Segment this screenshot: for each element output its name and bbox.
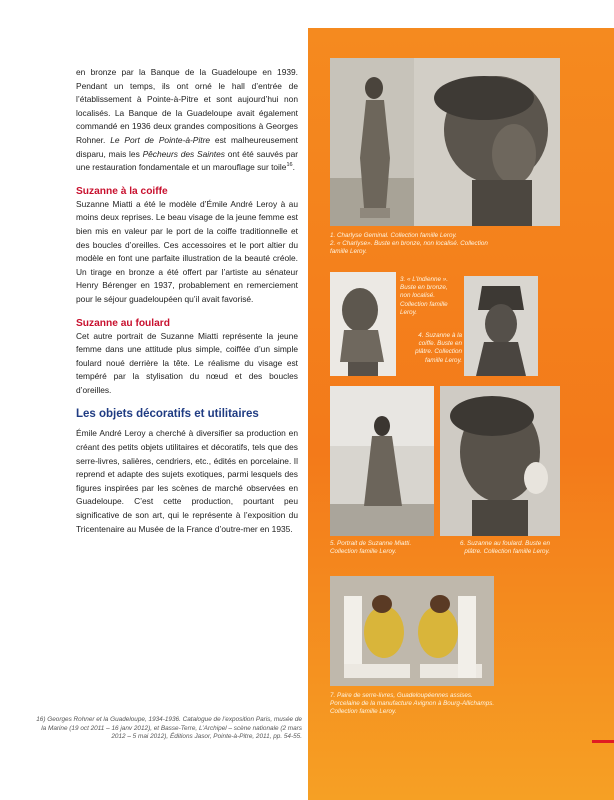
section-text-suzanne-coiffe: Suzanne Miatti a été le modèle d’Émile André Leroy à au moins deux reprises. Le beau visage de la jeune femme est bien mis en valeur par le port de la coiffe traditionnelle et des boucles d’oreilles. Ces accessoires et le port altier du modèle en font une parfaite illustration de la beauté créole. Un tirage en bronze a été offert par l’artiste au sénateur Henry Bérenger en 1937, probablement en remerciement pour le séjour guadeloupéen qu’il avait favorisé. bbox=[76, 198, 298, 304]
top-white-stripe bbox=[308, 0, 614, 28]
text-column bbox=[76, 66, 298, 546]
caption-photo-7: 7. Paire de serre-livres, Guadeloupéennes assises. Porcelaine de la manufacture Avignon à Bourg-Allichamps. Collection famille Leroy. bbox=[330, 692, 495, 716]
caption-photo-3: 3. « L’Indienne ». Buste en bronze, non localisé. Collection famille Leroy. bbox=[400, 276, 448, 316]
caption-photo-6: 6. Suzanne au foulard. Buste en plâtre. Collection famille Leroy. bbox=[460, 540, 550, 556]
intro-end-text: ont été sauvés par une restauration fondamentale et un marouflage sur toile bbox=[76, 148, 299, 173]
footnote: 16) Georges Rohner et la Guadeloupe, 1934-1936. Catalogue de l’exposition Paris, musée de la Marine (19 oct 2011 – 16 janv 2012), et Basse-Terre, L’Archipel – scène nationale (2 mars 2012 – 5 mai 2012), Éditions Jasor, Pointe-à-Pitre, 2011, pp. 54-55. bbox=[36, 716, 302, 741]
intro-italic-title-1: Le Port de Pointe-à-Pitre bbox=[110, 134, 211, 145]
section-heading-suzanne-coiffe: Suzanne à la coiffe bbox=[76, 185, 168, 197]
page-marker bbox=[592, 740, 614, 743]
intro-period: . bbox=[292, 162, 295, 173]
intro-paragraph bbox=[76, 66, 298, 175]
intro-middle-text: est malheureusement disparu, mais les bbox=[76, 134, 298, 159]
caption-photos-1-2: 1. Charlyse Geminal. Collection famille Leroy. 2. « Charlyse». Buste en bronze, non localisé. Collection famille Leroy. bbox=[330, 232, 488, 256]
photo-portrait-suzanne-miatti bbox=[330, 386, 434, 536]
footnote-reference: 16 bbox=[286, 162, 293, 169]
caption-photo-5: 5. Portrait de Suzanne Miatti. Collection famille Leroy. bbox=[330, 540, 412, 556]
caption-photo-4: 4. Suzanne à la coiffe. Buste en plâtre. Collection famille Leroy. bbox=[415, 332, 462, 364]
intro-text: en bronze par la Banque de la Guadeloupe en 1939. Pendant un temps, ils ont orné le hall d’entrée de l’établissement à Pointe-à-Pitre et sont aujourd’hui non localisés. La Banque de la Guadeloupe avait également commandé en 1936 deux grandes compositions à Georges Rohner. bbox=[76, 67, 298, 145]
section-heading-suzanne-foulard: Suzanne au foulard bbox=[76, 317, 170, 329]
photo-charlyse-statue bbox=[330, 58, 414, 226]
section-text-suzanne-foulard: Cet autre portrait de Suzanne Miatti représente la jeune femme dans une attitude plus simple, coiffée d’un simple foulard noué derrière la tête. Le réalisme du visage est tempéré par la stylisation du nœud et des boucles d’oreilles. bbox=[76, 330, 298, 395]
photo-suzanne-coiffe bbox=[464, 276, 538, 376]
photo-bookends bbox=[330, 576, 494, 686]
section-text-objets-decoratifs: Émile André Leroy a cherché à diversifier sa production en créant des petits objets utilitaires et décoratifs, tels que des serre-livres, salières, cendriers, etc., édités en porcelaine. Il reprend et adapte des sujets exotiques, parmi lesquels des figures inspirées par les scènes de marché observées en Guadeloupe. C’est cette production, pourtant peu significative de son art, qui le représente à l’exposition du Tricentenaire au Musée de la France d’outre-mer en 1935. bbox=[76, 428, 298, 534]
photo-suzanne-foulard bbox=[440, 386, 560, 536]
photo-charlyse-bronze-head bbox=[414, 58, 560, 226]
photo-indienne-bust bbox=[330, 272, 396, 376]
section-heading-objets-decoratifs: Les objets décoratifs et utilitaires bbox=[76, 408, 259, 421]
intro-italic-title-2: Pêcheurs des Saintes bbox=[142, 148, 225, 159]
